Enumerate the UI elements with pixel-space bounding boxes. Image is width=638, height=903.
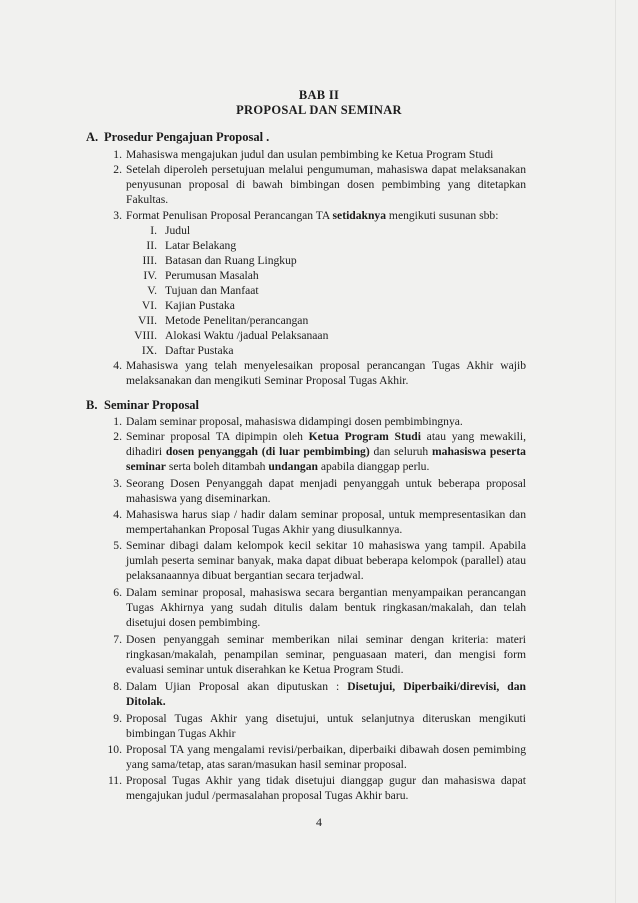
list-item: 1. Dalam seminar proposal, mahasiswa didampingi dosen pembimbingnya. [113,415,463,428]
outline-item: IV. Perumusan Masalah [143,269,259,282]
section-b-title: Seminar Proposal [104,398,200,412]
list-item: 4. Mahasiswa yang telah menyelesaikan proposal perancangan Tugas Akhir wajib melaksanakan dan mengikuti Seminar Proposal Tugas Akhir. [113,359,526,388]
outline-item: III. Batasan dan Ruang Lingkup [142,254,297,267]
outline-item: VII. Metode Penelitan/perancangan [138,314,309,327]
list-item: 8. Dalam Ujian Proposal akan diputuskan : Disetujui, Diperbaiki/direvisi, dan Ditolak. [113,680,526,709]
scan-edge [615,0,616,903]
list-item: 5. Seminar dibagi dalam kelompok kecil sekitar 10 mahasiswa yang tampil. Apabila jumlah peserta seminar banyak, maka dapat dibuat beberapa kelompok (parallel) atau pelaksanaannya dibuat bergantian secara terjadwal. [113,539,526,583]
outline-item: I. Judul [150,224,191,237]
outline-item: VI. Kajian Pustaka [141,299,235,312]
section-b-heading [86,398,199,413]
outline-item: V. Tujuan dan Manfaat [147,284,259,297]
section-b-label: B. [86,398,98,412]
list-item: 1. Mahasiswa mengajukan judul dan usulan pembimbing ke Ketua Program Studi [113,148,494,161]
list-item: 9. Proposal Tugas Akhir yang disetujui, untuk selanjutnya diteruskan mengikuti bimbingan Tugas Akhir [113,712,526,741]
list-item: 4. Mahasiswa harus siap / hadir dalam seminar proposal, untuk mempresentasikan dan mempertahankan Proposal Tugas Akhir yang diusulkannya. [113,508,526,537]
list-item: 7. Dosen penyanggah seminar memberikan nilai seminar dengan kriteria: materi ringkasan/makalah, penampilan seminar, penguasaan materi, dan mengisi form evaluasi seminar untuk diserahkan ke Ketua Program Studi. [113,633,526,677]
list-item: 2. Seminar proposal TA dipimpin oleh Ketua Program Studi atau yang mewakili, dihadiri dosen penyanggah (di luar pembimbing) dan seluruh mahasiswa peserta seminar serta boleh ditambah undangan apabila dianggap perlu. [113,430,526,474]
chapter-title: BAB II [298,88,340,102]
list-item: 11. Proposal Tugas Akhir yang tidak disetujui dianggap gugur dan mahasiswa dapat mengajukan judul /permasalahan proposal Tugas Akhir baru. [107,774,526,803]
list-item: 6. Dalam seminar proposal, mahasiswa secara bergantian menyampaikan perancangan Tugas Akhirnya yang sudah ditulis dalam bentuk ringkasan/makalah, dan telah disetujui dosen pembimbing. [113,586,526,630]
section-a-heading [86,130,269,145]
outline-item: IX. Daftar Pustaka [141,344,234,357]
list-item: 2. Setelah diperoleh persetujuan melalui pengumuman, mahasiswa dapat melaksanakan penyusunan proposal di bawah bimbingan dosen pembimbing yang ditetapkan Fakultas. [113,163,526,207]
list-item: 10. Proposal TA yang mengalami revisi/perbaikan, diperbaiki dibawah dosen pemimbing yang sama/tetap, atas saran/masukan hasil seminar proposal. [107,743,526,772]
list-item: 3. Seorang Dosen Penyanggah dapat menjadi penyanggah untuk beberapa proposal mahasiswa yang diseminarkan. [113,477,526,506]
section-a-title: Prosedur Pengajuan Proposal . [104,130,270,144]
outline-item: II. Latar Belakang [146,239,237,252]
page-number: 4 [316,815,322,829]
list-item: 3. Format Penulisan Proposal Perancangan TA setidaknya mengikuti susunan sbb: [113,209,499,222]
section-a-label: A. [86,130,99,144]
chapter-subtitle: PROPOSAL DAN SEMINAR [236,103,402,117]
outline-item: VIII. Alokasi Waktu /jadual Pelaksanaan [134,329,329,342]
